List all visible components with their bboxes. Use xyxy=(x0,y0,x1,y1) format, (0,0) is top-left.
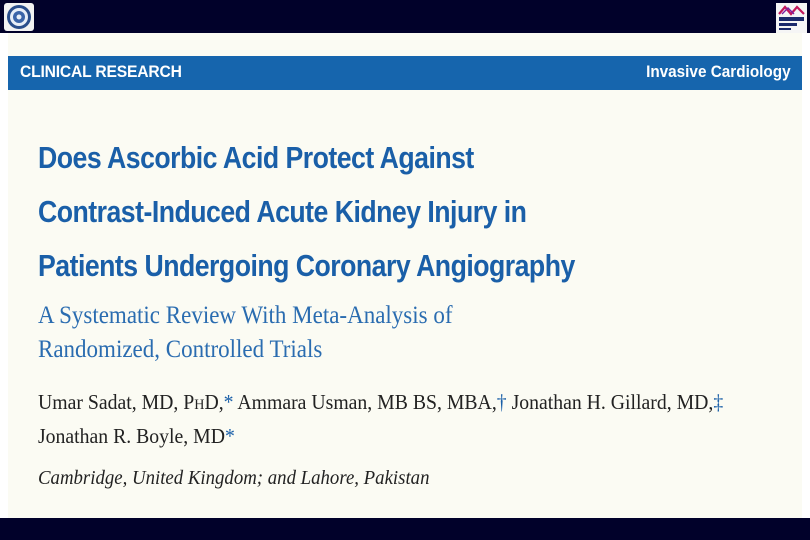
author-name-smallcaps: H xyxy=(194,397,205,413)
mount-sinai-logo-icon xyxy=(776,3,807,33)
author-name: D, xyxy=(204,390,224,414)
bottom-band xyxy=(0,518,810,540)
author-name: Jonathan H. Gillard, MD, xyxy=(511,390,714,414)
section-label: CLINICAL RESEARCH xyxy=(20,62,182,81)
author-line-2 xyxy=(38,424,235,449)
affiliation-mark: * xyxy=(224,424,235,448)
affiliation-mark: † xyxy=(496,390,507,414)
category-label: Invasive Cardiology xyxy=(646,62,791,81)
article-subtitle-line-1: A Systematic Review With Meta-Analysis of xyxy=(38,302,453,329)
affiliation-text: Cambridge, United Kingdom; and Lahore, Pakistan xyxy=(38,467,430,489)
article-title-line-3: Patients Undergoing Coronary Angiography xyxy=(38,248,575,283)
article-title-line-2: Contrast-Induced Acute Kidney Injury in xyxy=(38,194,527,229)
author-name: Umar Sadat, MD, P xyxy=(38,390,195,414)
affiliation-mark: ‡ xyxy=(713,390,724,414)
top-band xyxy=(0,0,810,33)
article-subtitle-line-2: Randomized, Controlled Trials xyxy=(38,336,323,363)
author-name: Jonathan R. Boyle, MD xyxy=(38,424,225,448)
affiliation-mark: * xyxy=(223,390,234,414)
seal-logo-icon xyxy=(4,3,34,31)
author-name: Ammara Usman, MB BS, MBA, xyxy=(237,390,497,414)
author-line-1 xyxy=(38,390,723,415)
article-title-line-1: Does Ascorbic Acid Protect Against xyxy=(38,140,474,175)
